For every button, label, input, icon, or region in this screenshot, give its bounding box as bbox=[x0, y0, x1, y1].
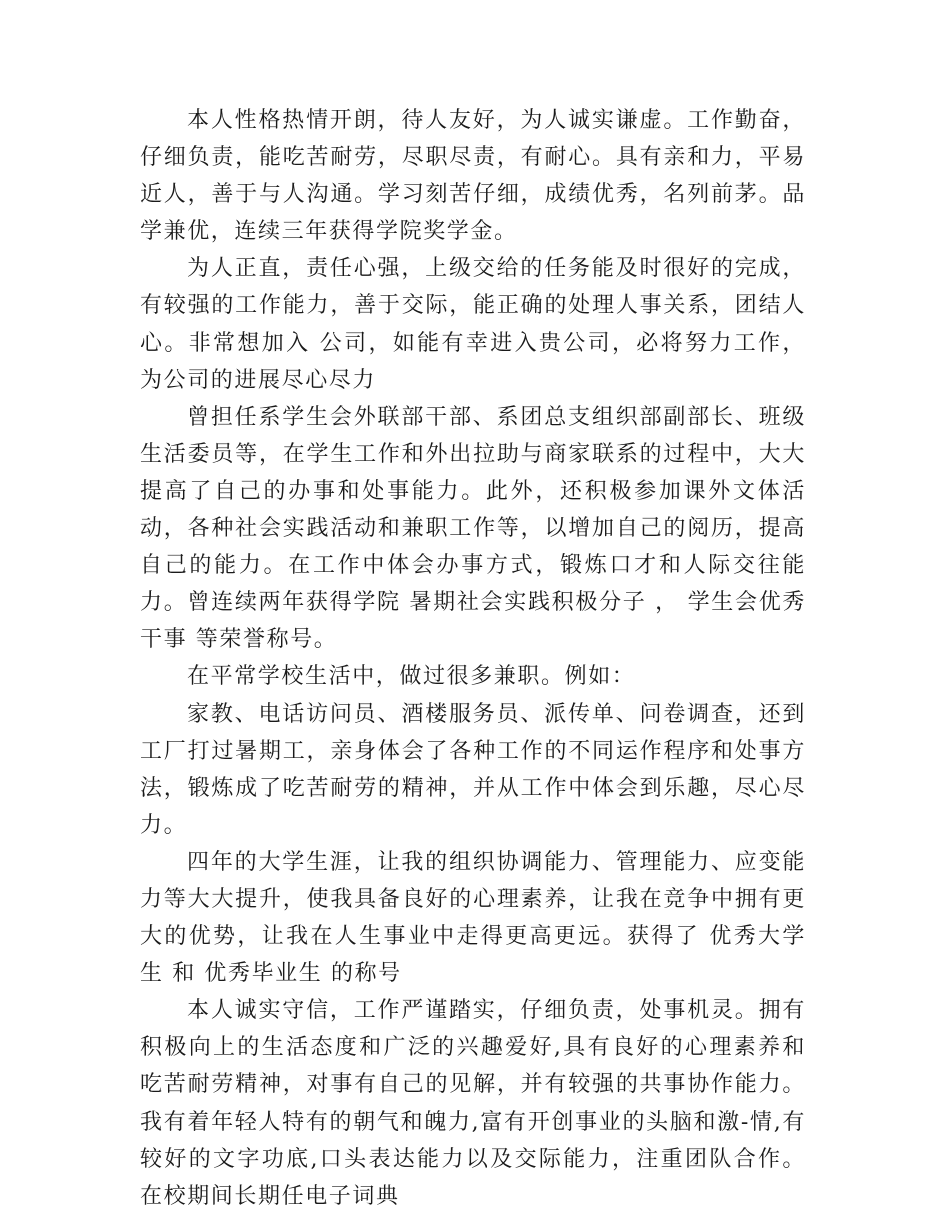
paragraph-self-evaluation: 本人诚实守信，工作严谨踏实，仔细负责，处事机灵。拥有积极向上的生活态度和广泛的兴趣爱好,具有良好的心理素养和吃苦耐劳精神，对事有自己的见解，并有较强的共事协作能力。我有着年轻人特有的朝气和魄力,富有开创事业的头脑和激-情,有较好的文字功底,口头表达能力以及交际能力，注重团队合作。在校期间长期任电子词典 bbox=[140, 998, 806, 1209]
paragraph-university-years: 四年的大学生涯，让我的组织协调能力、管理能力、应变能力等大大提升，使我具备良好的心理素养，让我在竞争中拥有更大的优势，让我在人生事业中走得更高更远。获得了 优秀大学生 和 优秀毕业生 的称号 bbox=[140, 849, 806, 987]
document-body bbox=[140, 102, 806, 1215]
paragraph-personality: 本人性格热情开朗，待人友好，为人诚实谦虚。工作勤奋，仔细负责，能吃苦耐劳，尽职尽责，有耐心。具有亲和力，平易近人，善于与人沟通。学习刻苦仔细，成绩优秀，名列前茅。品学兼优，连续三年获得学院奖学金。 bbox=[140, 108, 806, 245]
paragraph-integrity: 为人正直，责任心强，上级交给的任务能及时很好的完成，有较强的工作能力，善于交际，能正确的处理人事关系，团结人心。非常想加入 公司，如能有幸进入贵公司，必将努力工作，为公司的进展尽心尽力 bbox=[140, 256, 806, 393]
paragraph-student-work: 曾担任系学生会外联部干部、系团总支组织部副部长、班级生活委员等，在学生工作和外出拉助与商家联系的过程中，大大提高了自己的办事和处事能力。此外，还积极参加课外文体活动，各种社会实践活动和兼职工作等，以增加自己的阅历，提高自己的能力。在工作中体会办事方式，锻炼口才和人际交往能力。曾连续两年获得学院 暑期社会实践积极分子 ， 学生会优秀干事 等荣誉称号。 bbox=[140, 404, 806, 653]
paragraph-part-time-jobs: 家教、电话访问员、酒楼服务员、派传单、问卷调查，还到工厂打过暑期工，亲身体会了各种工作的不同运作程序和处事方法，锻炼成了吃苦耐劳的精神，并从工作中体会到乐趣，尽心尽力。 bbox=[140, 701, 806, 838]
paragraph-part-time-intro: 在平常学校生活中，做过很多兼职。例如： bbox=[187, 664, 636, 690]
